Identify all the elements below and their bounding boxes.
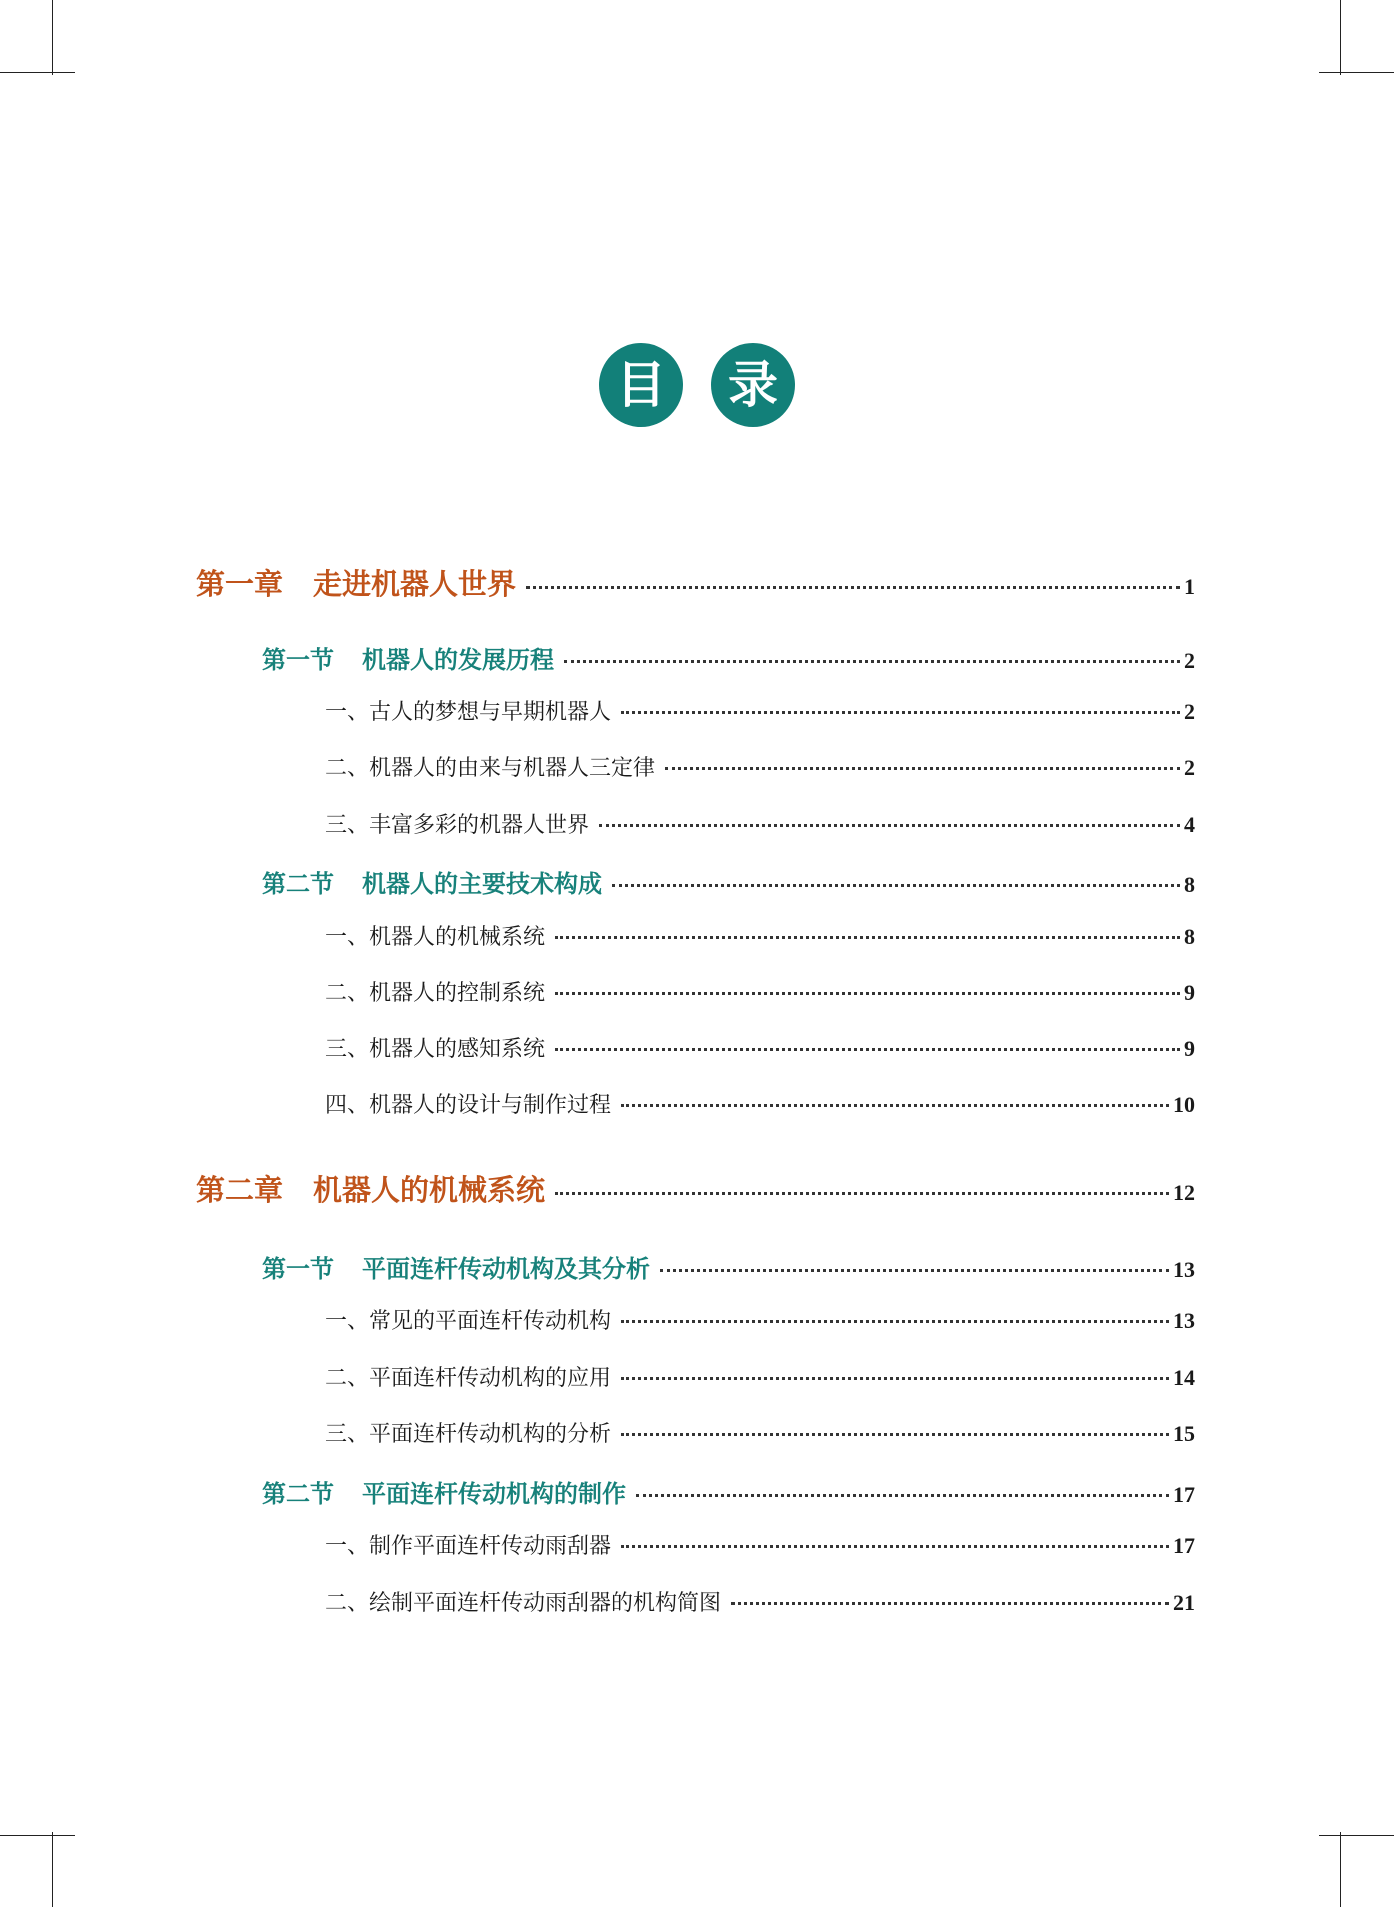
page-number: 2 <box>1184 755 1195 780</box>
chapter-number: 第二章 <box>196 1173 284 1207</box>
item-title: 一、常见的平面连杆传动机构 <box>325 1309 612 1334</box>
dot-leader <box>660 1269 1169 1272</box>
toc-item[interactable] <box>325 1361 1195 1393</box>
page-number: 17 <box>1173 1482 1195 1507</box>
section-number: 第一节 <box>262 1255 334 1283</box>
toc-section[interactable] <box>262 864 1195 898</box>
item-title: 一、古人的梦想与早期机器人 <box>325 700 612 725</box>
dot-leader <box>564 660 1180 663</box>
dot-leader <box>621 1320 1169 1323</box>
toc-item[interactable] <box>325 976 1195 1008</box>
page-number: 13 <box>1173 1257 1195 1282</box>
page-number: 9 <box>1184 1036 1195 1061</box>
page-number: 12 <box>1173 1180 1195 1205</box>
page-number: 8 <box>1184 924 1195 949</box>
chapter-number: 第一章 <box>196 567 284 601</box>
crop-mark <box>1319 72 1394 73</box>
page-number: 9 <box>1184 980 1195 1005</box>
toc-item[interactable] <box>325 1586 1195 1618</box>
toc-item[interactable] <box>325 1304 1195 1336</box>
dot-leader <box>555 992 1180 995</box>
crop-mark <box>0 1835 75 1836</box>
item-title: 二、机器人的控制系统 <box>325 981 546 1006</box>
item-title: 三、机器人的感知系统 <box>325 1037 546 1062</box>
page-number: 21 <box>1173 1590 1195 1615</box>
dot-leader <box>621 1545 1169 1548</box>
toc-item[interactable] <box>325 1088 1195 1120</box>
section-title: 平面连杆传动机构及其分析 <box>362 1255 650 1283</box>
section-number: 第一节 <box>262 646 334 674</box>
toc-section[interactable] <box>262 1474 1195 1508</box>
toc-chapter-1[interactable] <box>196 562 1195 602</box>
title-char-circle: 录 <box>711 343 795 427</box>
item-title: 二、机器人的由来与机器人三定律 <box>325 756 656 781</box>
section-title: 机器人的主要技术构成 <box>362 870 602 898</box>
chapter-title: 走进机器人世界 <box>313 567 517 601</box>
dot-leader <box>599 824 1180 827</box>
page-number: 13 <box>1173 1308 1195 1333</box>
title-char-circle: 目 <box>599 343 683 427</box>
toc-item[interactable] <box>325 751 1195 783</box>
toc-item[interactable] <box>325 1032 1195 1064</box>
section-title: 平面连杆传动机构的制作 <box>362 1480 626 1508</box>
page-number: 17 <box>1173 1533 1195 1558</box>
dot-leader <box>621 1433 1169 1436</box>
page-number: 4 <box>1184 812 1195 837</box>
page-number: 1 <box>1184 574 1195 599</box>
dot-leader <box>555 1048 1180 1051</box>
section-title: 机器人的发展历程 <box>362 646 554 674</box>
section-number: 第二节 <box>262 1480 334 1508</box>
page-number: 2 <box>1184 699 1195 724</box>
crop-mark <box>1319 1835 1394 1836</box>
toc-item[interactable] <box>325 1529 1195 1561</box>
page-number: 15 <box>1173 1421 1195 1446</box>
crop-mark <box>1340 0 1341 75</box>
item-title: 三、丰富多彩的机器人世界 <box>325 813 590 838</box>
crop-mark <box>1340 1832 1341 1907</box>
crop-mark <box>52 1832 53 1907</box>
toc-item[interactable] <box>325 920 1195 952</box>
toc-item[interactable] <box>325 695 1195 727</box>
item-title: 一、机器人的机械系统 <box>325 925 546 950</box>
dot-leader <box>621 1377 1169 1380</box>
toc-chapter-2[interactable] <box>196 1168 1195 1208</box>
crop-mark <box>52 0 53 75</box>
toc-item[interactable] <box>325 1417 1195 1449</box>
dot-leader <box>555 936 1180 939</box>
item-title: 一、制作平面连杆传动雨刮器 <box>325 1534 612 1559</box>
dot-leader <box>665 767 1180 770</box>
item-title: 三、平面连杆传动机构的分析 <box>325 1422 612 1447</box>
dot-leader <box>636 1494 1169 1497</box>
item-title: 二、平面连杆传动机构的应用 <box>325 1366 612 1391</box>
item-title: 二、绘制平面连杆传动雨刮器的机构简图 <box>325 1591 722 1616</box>
chapter-title: 机器人的机械系统 <box>313 1173 546 1207</box>
dot-leader <box>612 884 1180 887</box>
toc-item[interactable] <box>325 808 1195 840</box>
page-number: 8 <box>1184 872 1195 897</box>
dot-leader <box>621 1104 1169 1107</box>
page-number: 14 <box>1173 1365 1195 1390</box>
toc-section[interactable] <box>262 640 1195 674</box>
toc-section[interactable] <box>262 1249 1195 1283</box>
item-title: 四、机器人的设计与制作过程 <box>325 1093 612 1118</box>
dot-leader <box>731 1602 1169 1605</box>
page-number: 10 <box>1173 1092 1195 1117</box>
toc-heading <box>0 343 1394 427</box>
dot-leader <box>621 711 1180 714</box>
crop-mark <box>0 72 75 73</box>
dot-leader <box>555 1192 1169 1195</box>
section-number: 第二节 <box>262 870 334 898</box>
page-number: 2 <box>1184 648 1195 673</box>
dot-leader <box>526 586 1180 589</box>
